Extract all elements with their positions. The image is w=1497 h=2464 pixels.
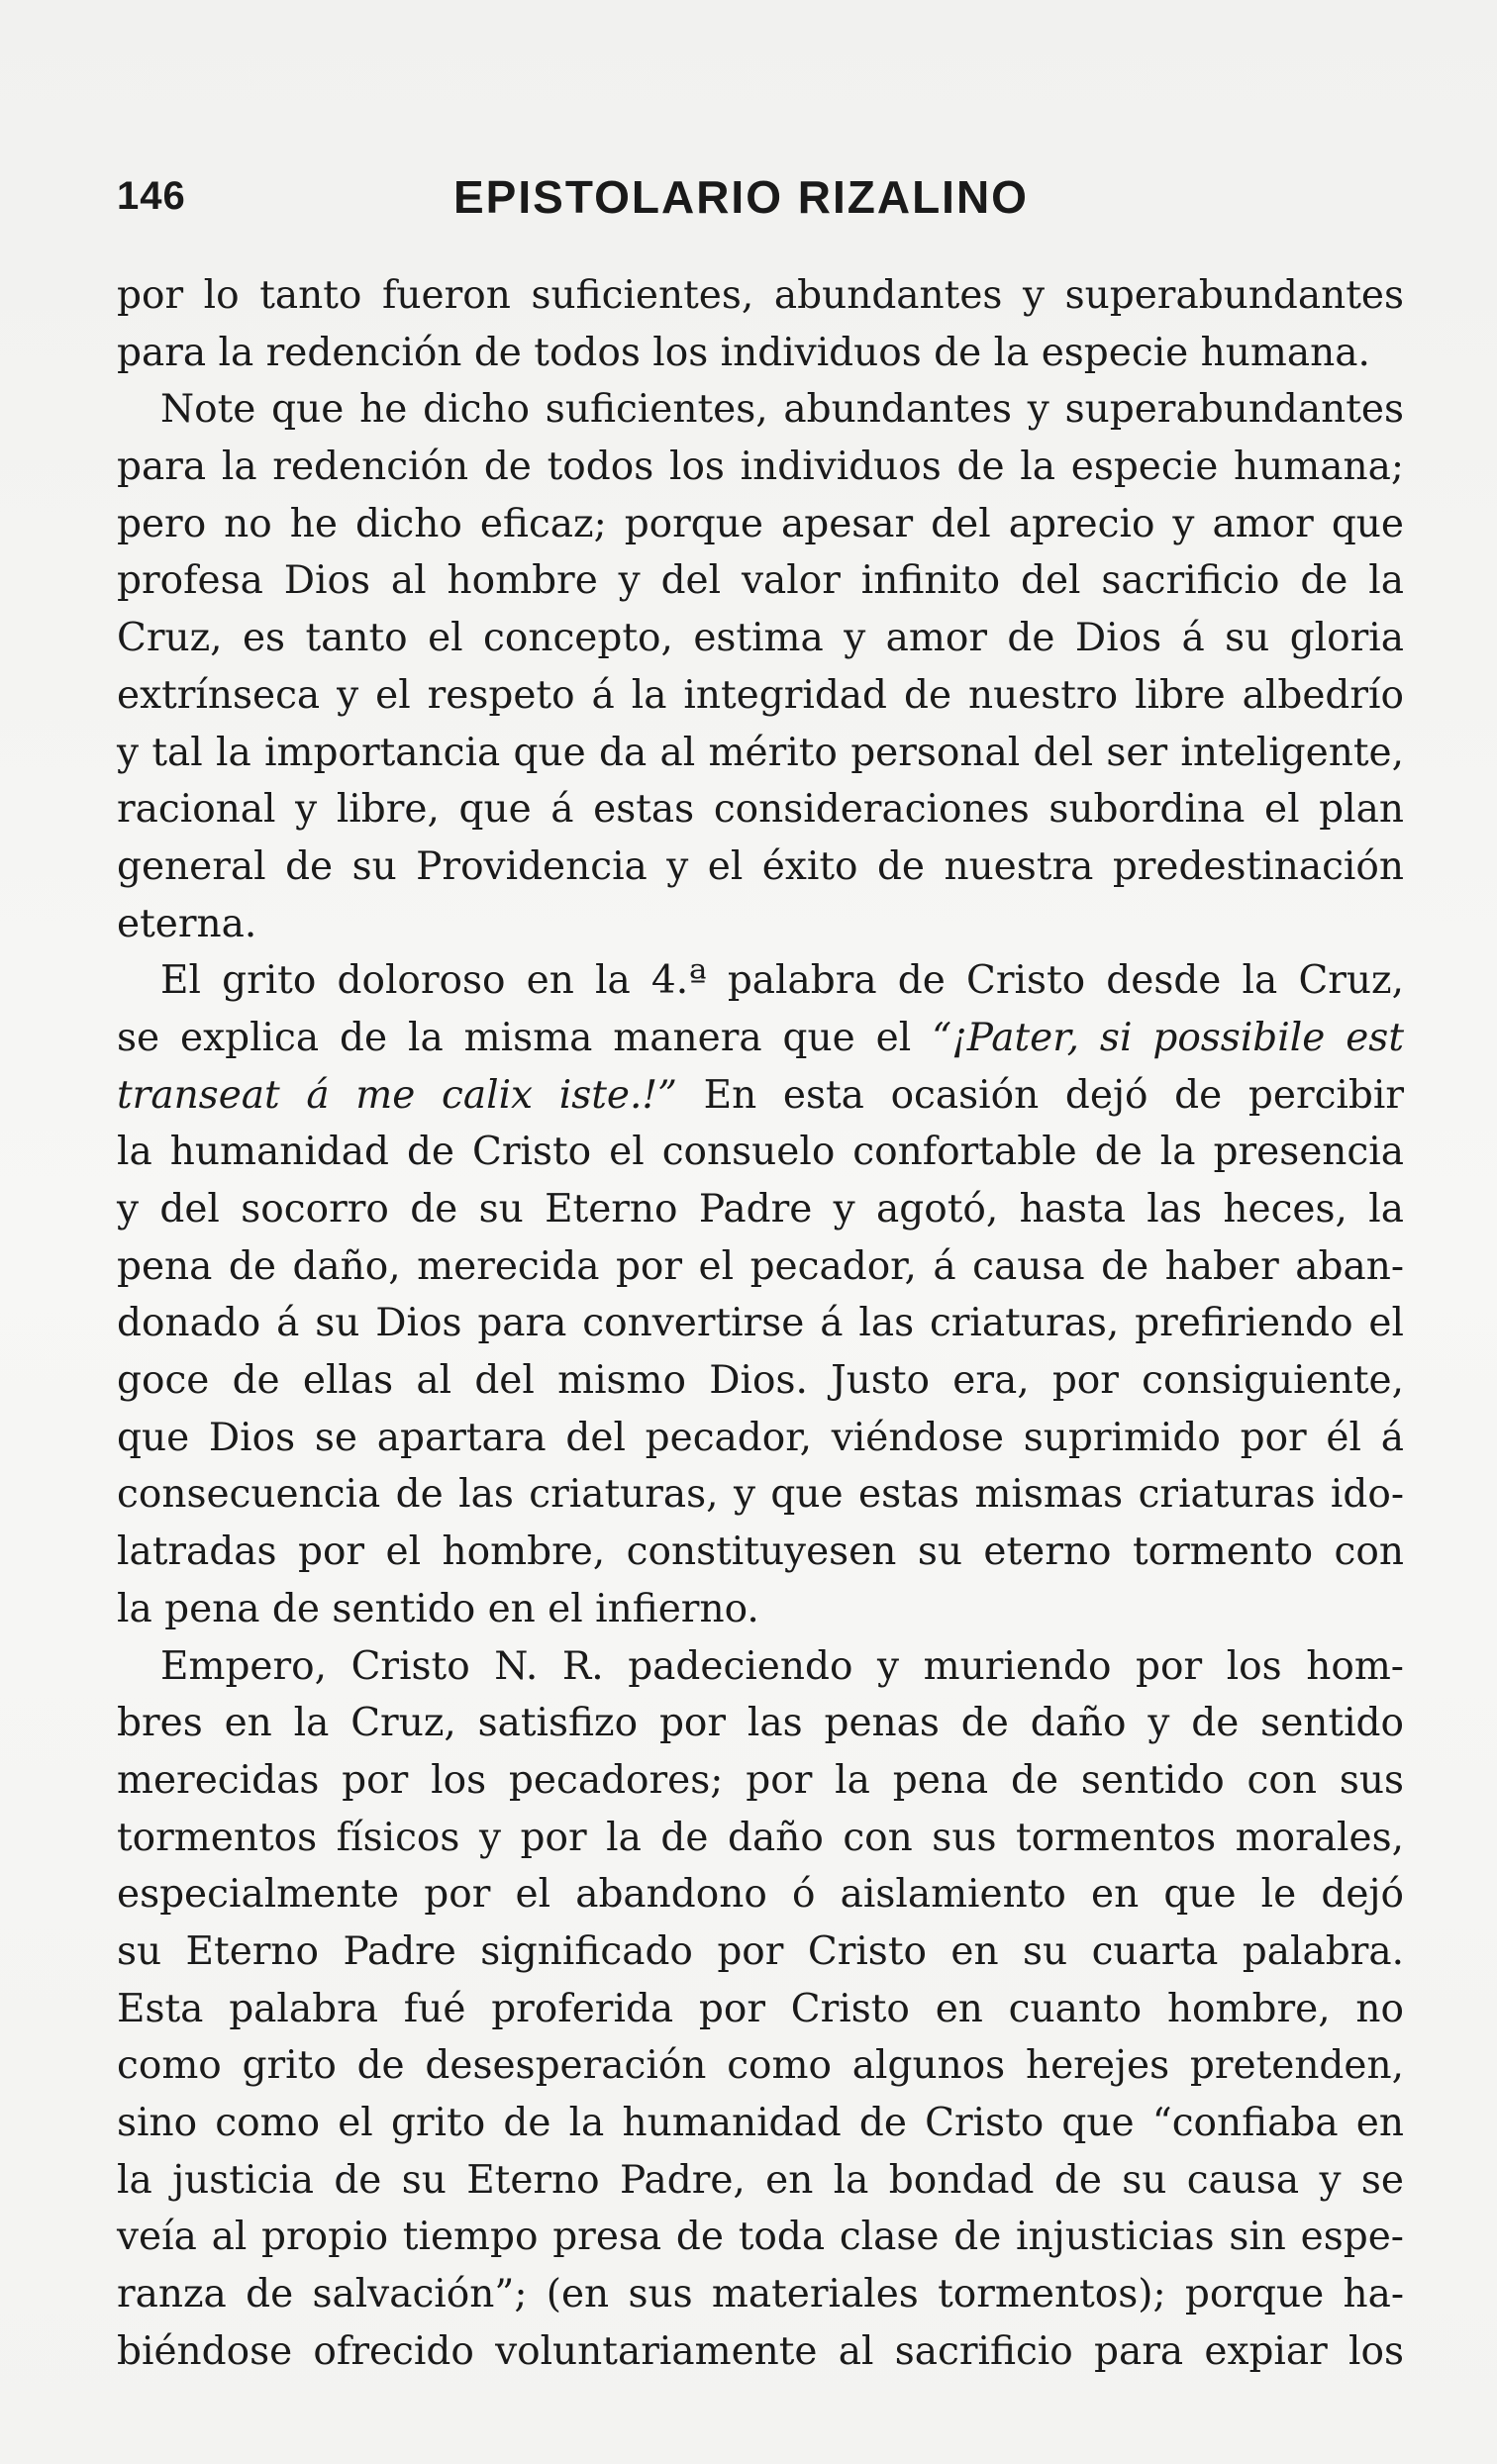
text-line bbox=[117, 439, 1404, 496]
text-line bbox=[117, 896, 1404, 953]
text-line bbox=[117, 838, 1404, 896]
text-line bbox=[117, 725, 1404, 782]
text-line bbox=[117, 2209, 1404, 2266]
text-run: la humanidad de Cristo el consuelo confortable de la presencia bbox=[117, 1130, 1404, 1175]
text-line bbox=[117, 667, 1404, 725]
text-run: eterna. bbox=[117, 901, 257, 946]
text-run: general de su Providencia y el éxito de nuestra predestinación bbox=[117, 843, 1404, 889]
text-run: para la redención de todos los individuos de la especie humana; bbox=[117, 444, 1404, 490]
text-run: sino como el grito de la humanidad de Cristo que “confiaba en bbox=[117, 2101, 1404, 2145]
text-run: Empero, Cristo N. R. padeciendo y muriendo por los hom- bbox=[160, 1643, 1404, 1689]
text-line bbox=[117, 1352, 1404, 1410]
text-run: donado á su Dios para convertirse á las criaturas, prefiriendo el bbox=[117, 1301, 1404, 1346]
page-number: 146 bbox=[117, 174, 186, 218]
text-line bbox=[117, 1295, 1404, 1352]
text-line bbox=[117, 1124, 1404, 1181]
text-run: Cruz, es tanto el concepto, estima y amor de Dios á su gloria bbox=[117, 616, 1404, 661]
text-run: ranza de salvación”; (en sus materiales tormentos); porque ha- bbox=[117, 2272, 1404, 2317]
text-run: especialmente por el abandono ó aislamiento en que le dejó bbox=[117, 1872, 1404, 1918]
text-line bbox=[117, 2323, 1404, 2381]
text-run: Esta palabra fué proferida por Cristo en cuanto hombre, no bbox=[117, 1986, 1404, 2031]
text-line bbox=[117, 1181, 1404, 1238]
italic-text: transeat á me calix iste.!” bbox=[117, 1072, 677, 1118]
text-run: latradas por el hombre, constituyesen su eterno tormento con bbox=[117, 1529, 1404, 1575]
text-run: racional y libre, que á estas consideraciones subordina el plan bbox=[117, 787, 1404, 833]
text-line bbox=[117, 1810, 1404, 1867]
text-run: tormentos físicos y por la de daño con sus tormentos morales, bbox=[117, 1815, 1404, 1860]
text-run: su Eterno Padre significado por Cristo en su cuarta palabra. bbox=[117, 1928, 1404, 1974]
text-line bbox=[117, 552, 1404, 610]
text-line bbox=[117, 1067, 1404, 1125]
text-run: pero no he dicho eficaz; porque apesar del aprecio y amor que bbox=[117, 501, 1404, 546]
text-run: biéndose ofrecido voluntariamente al sacrificio para expiar los bbox=[117, 2328, 1404, 2374]
text-line bbox=[117, 267, 1404, 325]
text-line bbox=[117, 1010, 1404, 1067]
text-line bbox=[117, 2037, 1404, 2095]
text-run: consecuencia de las criaturas, y que estas mismas criaturas ido- bbox=[117, 1472, 1404, 1518]
text-run: como grito de desesperación como algunos herejes pretenden, bbox=[117, 2043, 1404, 2089]
body-text bbox=[117, 267, 1404, 2380]
text-run: El grito doloroso en la 4.ª palabra de Cristo desde la Cruz, bbox=[160, 958, 1404, 1004]
text-run: para la redención de todos los individuos de la especie humana. bbox=[117, 330, 1370, 375]
text-line bbox=[117, 1866, 1404, 1923]
text-line bbox=[117, 1581, 1404, 1638]
text-run: por lo tanto fueron suficientes, abundantes y superabundantes bbox=[117, 273, 1404, 318]
text-line bbox=[117, 1695, 1404, 1752]
running-title: EPISTOLARIO RIZALINO bbox=[453, 171, 1029, 223]
text-run: y del socorro de su Eterno Padre y agotó, hasta las heces, la bbox=[117, 1187, 1404, 1232]
text-run: merecidas por los pecadores; por la pena de sentido con sus bbox=[117, 1757, 1404, 1803]
text-line bbox=[117, 325, 1404, 382]
text-run: se explica de la misma manera que el bbox=[117, 1015, 933, 1060]
text-line bbox=[117, 496, 1404, 553]
text-run: que Dios se apartara del pecador, viéndose suprimido por él á bbox=[117, 1415, 1404, 1460]
text-line bbox=[117, 1752, 1404, 1810]
text-line bbox=[117, 381, 1404, 439]
text-run: bres en la Cruz, satisfizo por las penas de daño y de sentido bbox=[117, 1701, 1404, 1746]
page-header bbox=[117, 166, 1394, 236]
text-run: En esta ocasión dejó de percibir bbox=[676, 1072, 1404, 1118]
italic-text: “¡Pater, si possibile est bbox=[932, 1015, 1404, 1060]
text-line bbox=[117, 2152, 1404, 2210]
text-line bbox=[117, 781, 1404, 838]
text-run: profesa Dios al hombre y del valor infinito del sacrificio de la bbox=[117, 558, 1404, 604]
text-run: y tal la importancia que da al mérito personal del ser inteligente, bbox=[117, 730, 1404, 775]
text-line bbox=[117, 1410, 1404, 1467]
text-line bbox=[117, 1923, 1404, 1981]
text-line bbox=[117, 610, 1404, 667]
text-run: pena de daño, merecida por el pecador, á causa de haber aban- bbox=[117, 1243, 1404, 1289]
text-line bbox=[117, 952, 1404, 1010]
text-run: goce de ellas al del mismo Dios. Justo era, por consiguiente, bbox=[117, 1358, 1404, 1404]
text-run: veía al propio tiempo presa de toda clase de injusticias sin espe- bbox=[117, 2215, 1404, 2260]
text-line bbox=[117, 2266, 1404, 2323]
text-run: Note que he dicho suficientes, abundantes y superabundantes bbox=[160, 387, 1404, 433]
text-run: extrínseca y el respeto á la integridad de nuestro libre albedrío bbox=[117, 672, 1404, 718]
text-line bbox=[117, 1638, 1404, 1696]
text-line bbox=[117, 2095, 1404, 2152]
text-line bbox=[117, 1524, 1404, 1581]
text-run: la justicia de su Eterno Padre, en la bondad de su causa y se bbox=[117, 2157, 1404, 2203]
text-line bbox=[117, 1466, 1404, 1524]
text-run: la pena de sentido en el infierno. bbox=[117, 1586, 759, 1631]
text-line bbox=[117, 1981, 1404, 2038]
text-line bbox=[117, 1238, 1404, 1296]
